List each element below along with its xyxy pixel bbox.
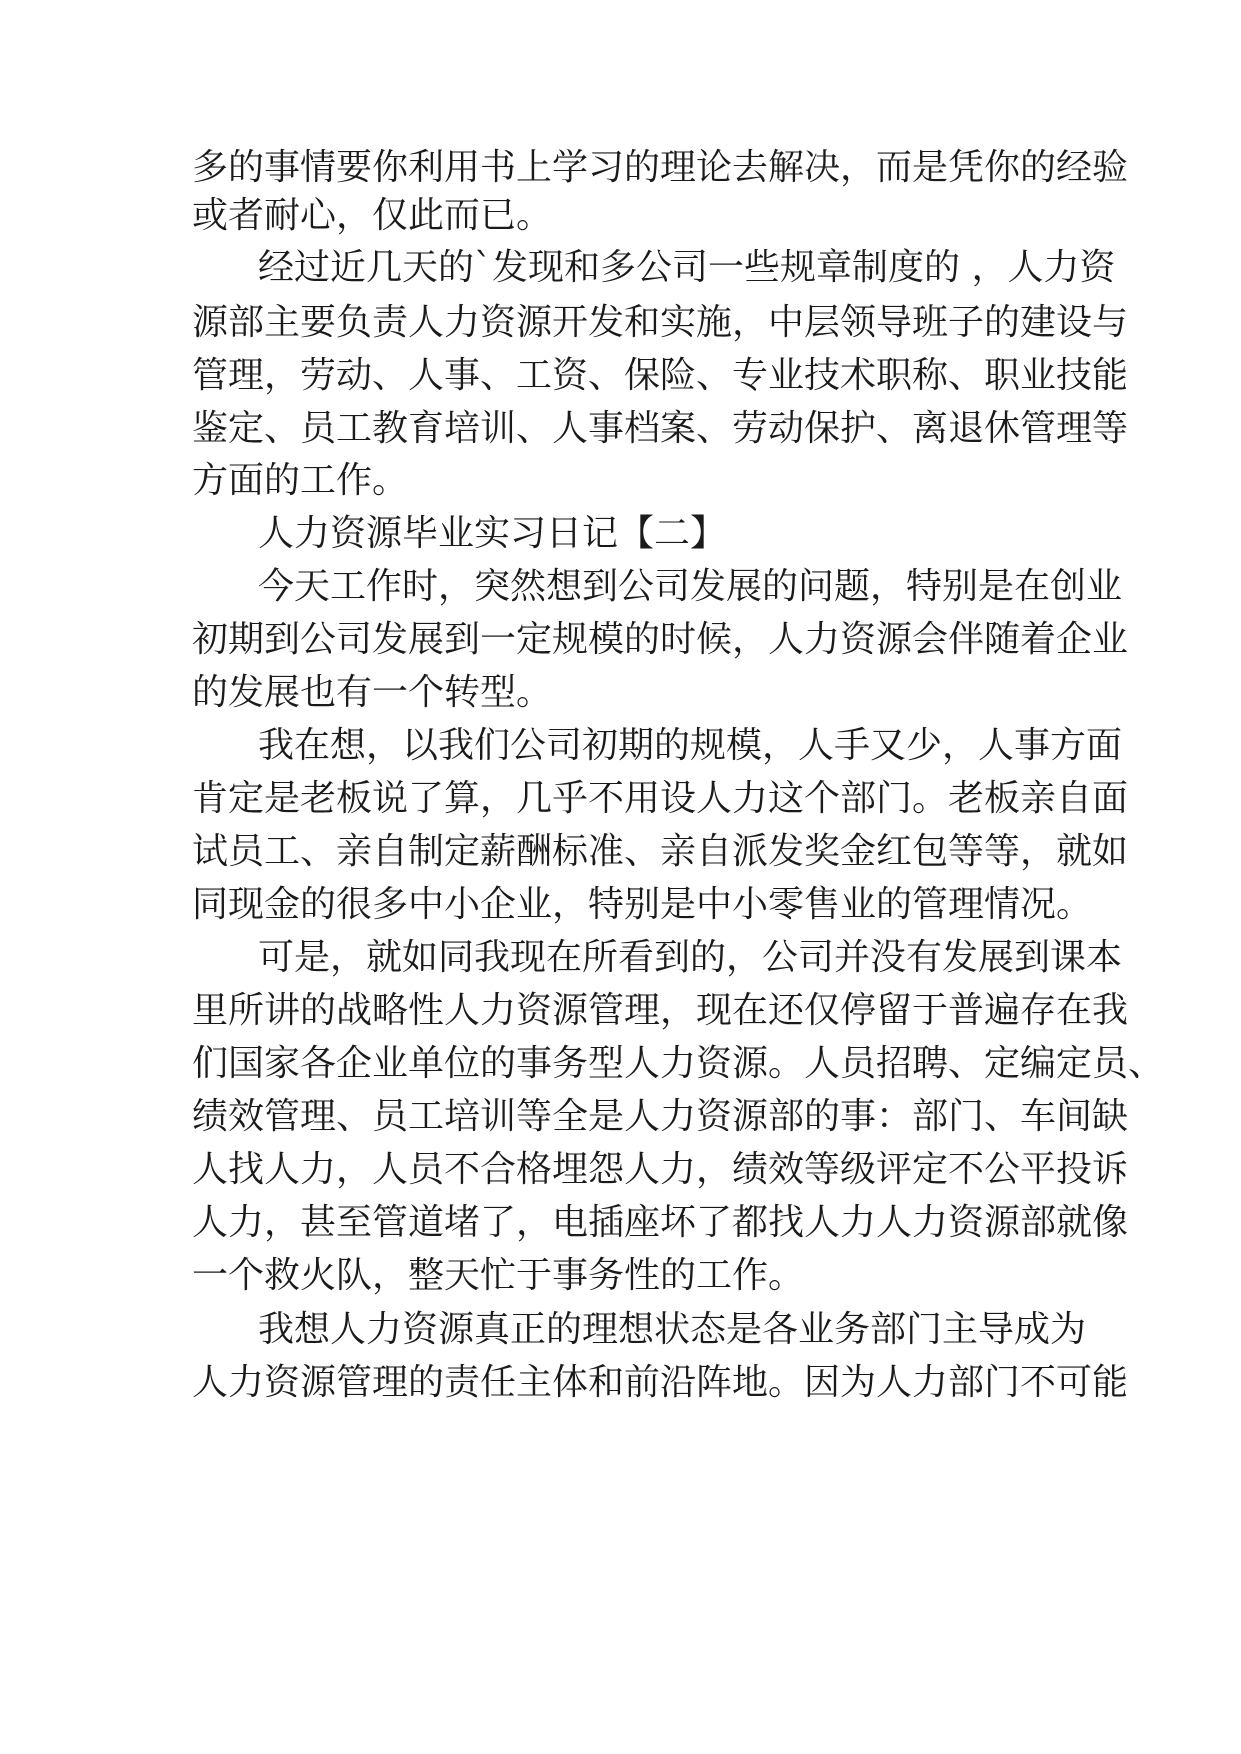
text-line — [0, 981, 1241, 1041]
text-line — [0, 822, 1241, 882]
text-line — [0, 1087, 1241, 1147]
text-line — [0, 1193, 1241, 1253]
text-line-content: 或者耐心，仅此而已。 — [192, 195, 553, 236]
text-line — [0, 293, 1241, 353]
text-line — [0, 1300, 1241, 1360]
text-line — [0, 928, 1241, 988]
text-line-content: 试员工、亲自制定薪酬标准、亲自派发奖金红包等等，就如 — [192, 831, 1129, 872]
text-line — [0, 238, 1241, 298]
section-heading — [0, 504, 1241, 564]
text-line — [0, 451, 1241, 511]
text-line-content: 们国家各企业单位的事务型人力资源。人员招聘、定编定员、 — [192, 1043, 1165, 1084]
text-line-content: 里所讲的战略性人力资源管理，现在还仅停留于普遍存在我 — [192, 990, 1129, 1031]
text-line-content: 管理，劳动、人事、工资、保险、专业技术职称、职业技能 — [192, 355, 1129, 396]
text-line-content: 人力资源管理的责任主体和前沿阵地。因为人力部门不可能 — [192, 1362, 1129, 1403]
text-line-content: 可是，就如同我现在所看到的，公司并没有发展到课本 — [258, 937, 1123, 978]
text-line — [0, 716, 1241, 776]
text-line-content: 我在想，以我们公司初期的规模，人手又少，人事方面 — [258, 725, 1123, 766]
text-line — [0, 1034, 1241, 1094]
text-line — [0, 610, 1241, 670]
text-line-content: 源部主要负责人力资源开发和实施，中层领导班子的建设与 — [192, 302, 1129, 343]
text-line-content: 初期到公司发展到一定规模的时候，人力资源会伴随着企业 — [192, 619, 1129, 660]
text-line-content: 方面的工作。 — [192, 460, 409, 501]
section-heading-text: 人力资源毕业实习日记【二】 — [258, 513, 727, 554]
text-line — [0, 1140, 1241, 1200]
text-line-content: 人找人力，人员不合格埋怨人力，绩效等级评定不公平投诉 — [192, 1149, 1129, 1190]
text-line-content: 的发展也有一个转型。 — [192, 672, 553, 713]
text-line — [0, 663, 1241, 723]
text-line-content: 鉴定、员工教育培训、人事档案、劳动保护、离退休管理等 — [192, 408, 1129, 449]
text-line — [0, 399, 1241, 459]
text-line — [0, 875, 1241, 935]
text-line-content: 绩效管理、员工培训等全是人力资源部的事：部门、车间缺 — [192, 1096, 1129, 1137]
text-line-content: 我想人力资源真正的理想状态是各业务部门主导成为 — [258, 1309, 1087, 1350]
text-line — [0, 346, 1241, 406]
text-line-content: 同现金的很多中小企业，特别是中小零售业的管理情况。 — [192, 884, 1093, 925]
text-line-content: 经过近几天的`发现和多公司一些规章制度的 ，人力资 — [258, 247, 1116, 288]
text-line — [0, 557, 1241, 617]
text-line — [0, 769, 1241, 829]
text-line — [0, 186, 1241, 246]
text-line — [0, 1353, 1241, 1413]
text-line-content: 人力，甚至管道堵了，电插座坏了都找人力人力资源部就像 — [192, 1202, 1129, 1243]
text-line-content: 多的事情要你利用书上学习的理论去解决，而是凭你的经验 — [192, 147, 1129, 188]
text-line-content: 一个救火队，整天忙于事务性的工作。 — [192, 1255, 805, 1296]
text-line — [0, 1246, 1241, 1306]
text-line-content: 肯定是老板说了算，几乎不用设人力这个部门。老板亲自面 — [192, 778, 1129, 819]
text-line-content: 今天工作时，突然想到公司发展的问题，特别是在创业 — [258, 566, 1123, 607]
